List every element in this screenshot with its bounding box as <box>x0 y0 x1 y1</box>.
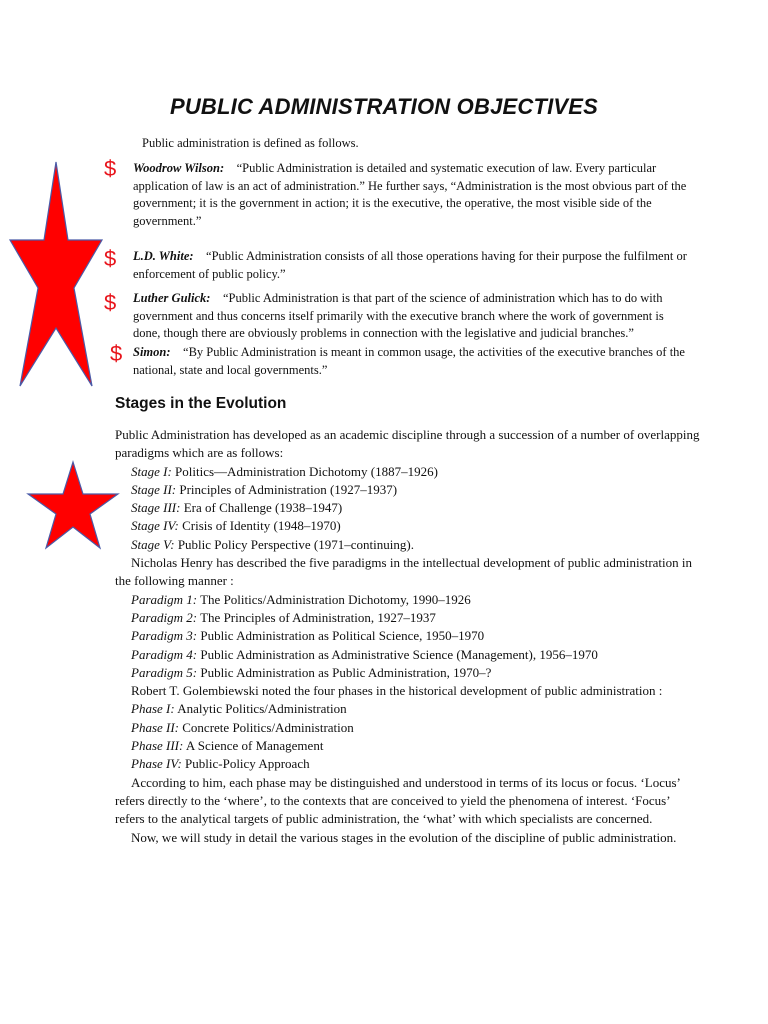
closing-paragraph: Now, we will study in detail the various stages in the evolution of the discipline of public administration. <box>131 829 677 845</box>
list-item: Phase I: Analytic Politics/Administration <box>131 701 347 717</box>
list-item: Phase IV: Public-Policy Approach <box>131 756 310 772</box>
list-item: Stage II: Principles of Administration (1927–1937) <box>131 481 398 497</box>
definition-simon <box>133 344 693 379</box>
list-item: Stage IV: Crisis of Identity (1948–1970) <box>131 518 341 534</box>
list-item: Stage I: Politics—Administration Dichotomy (1887–1926) <box>131 463 438 479</box>
list-item: Phase III: A Science of Management <box>131 738 324 754</box>
definition-text: “Public Administration is that part of the science of administration which has to do with government and thus concerns itself primarily with the executive branch where the work of government is done, though there are obviously problems in connection with the legislative and judicial branches.” <box>133 291 664 340</box>
stages-intro: Public Administration has developed as an academic discipline through a succession of a number of overlapping paradigms which are as follows: <box>115 427 700 461</box>
list-item: Stage V: Public Policy Perspective (1971–continuing). <box>131 536 414 552</box>
list-item: Paradigm 5: Public Administration as Public Administration, 1970–? <box>131 664 492 680</box>
golembiewski-intro: Robert T. Golembiewski noted the four phases in the historical development of public administration : <box>131 683 663 699</box>
dollar-icon: $ <box>104 290 117 315</box>
definition-author: Simon: <box>133 345 171 359</box>
list-item: Phase II: Concrete Politics/Administration <box>131 719 354 735</box>
dollar-icon: $ <box>104 246 117 271</box>
definition-gulick <box>133 290 693 343</box>
small-red-star-icon <box>26 460 120 550</box>
definition-white <box>133 248 693 283</box>
dollar-icon: $ <box>104 156 117 181</box>
evolution-body <box>115 426 700 847</box>
definition-text: “By Public Administration is meant in common usage, the activities of the executive branches of the national, state and local governments.” <box>133 345 685 377</box>
dollar-icon: $ <box>110 341 123 366</box>
stages-heading: Stages in the Evolution <box>115 395 287 412</box>
list-item: Paradigm 4: Public Administration as Administrative Science (Management), 1956–1970 <box>131 646 598 662</box>
definition-wilson <box>133 160 693 230</box>
definition-text: “Public Administration is detailed and systematic execution of law. Every particular application of law is an act of administration.” He further says, “Administration is the most obvious part of the government; it is the government in action; it is the executive, the operative, the most visible side of the government.” <box>133 161 687 228</box>
list-item: Stage III: Era of Challenge (1938–1947) <box>131 500 343 516</box>
list-item: Paradigm 1: The Politics/Administration Dichotomy, 1990–1926 <box>131 591 471 607</box>
definition-author: Luther Gulick: <box>133 291 211 305</box>
list-item: Paradigm 2: The Principles of Administration, 1927–1937 <box>131 609 436 625</box>
page-title: PUBLIC ADMINISTRATION OBJECTIVES <box>169 94 599 119</box>
definition-author: Woodrow Wilson: <box>133 161 225 175</box>
locus-focus-paragraph: According to him, each phase may be distinguished and understood in terms of its locus or focus. ‘Locus’ refers directly to the ‘where’, to the contexts that are conceived to yield the phenomena of interest. ‘Focus’ refers to the analytical targets of public administration, the ‘what’ with which specialists are concerned. <box>115 774 680 827</box>
large-red-star-icon <box>8 160 104 390</box>
intro-text: Public administration is defined as follows. <box>142 136 359 150</box>
list-item: Paradigm 3: Public Administration as Political Science, 1950–1970 <box>131 628 485 644</box>
definition-text: “Public Administration consists of all those operations having for their purpose the fulfilment or enforcement of public policy.” <box>133 249 687 281</box>
definition-author: L.D. White: <box>133 249 194 263</box>
henry-intro: Nicholas Henry has described the five paradigms in the intellectual development of public administration in the following manner : <box>115 555 693 589</box>
